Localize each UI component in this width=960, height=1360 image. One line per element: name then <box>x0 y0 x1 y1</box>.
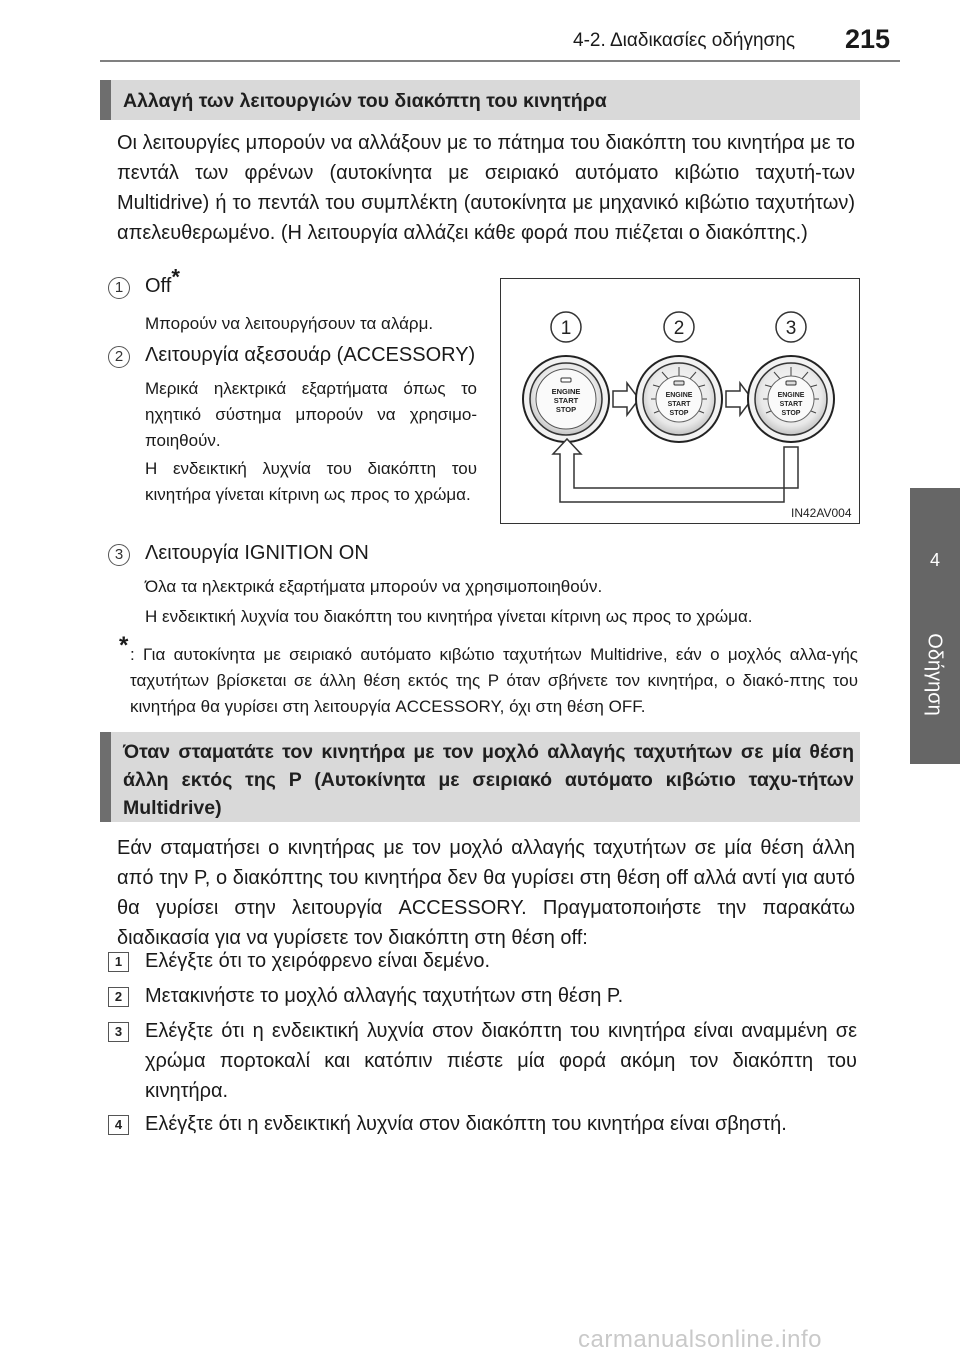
item-2-title: Λειτουργία αξεσουάρ (ACCESSORY) <box>145 344 476 366</box>
step-4-text: Ελέγξτε ότι η ενδεικτική λυχνία στον διακόπτη του κινητήρα είναι σβηστή. <box>145 1113 787 1135</box>
item-1-asterisk: * <box>171 264 180 290</box>
svg-text:ENGINE: ENGINE <box>665 392 693 399</box>
svg-text:STOP: STOP <box>781 410 801 417</box>
step-2-text: Μετακινήστε το μοχλό αλλαγής ταχυτήτων στη θέση P. <box>145 985 624 1007</box>
footnote-asterisk: * <box>119 632 129 659</box>
engine-button-off <box>523 356 609 442</box>
chapter-side-tab <box>910 488 960 764</box>
running-header-section: 4-2. Διαδικασίες οδήγησης <box>573 30 795 51</box>
engine-button-accessory <box>636 356 722 442</box>
engine-switch-figure <box>500 278 860 524</box>
chapter-label: Οδήγηση <box>923 633 946 716</box>
item-3-desc-2: Η ενδεικτική λυχνία του διακόπτη του κινητήρα γίνεται κίτρινη ως προς το χρώμα. <box>145 607 753 626</box>
step-number-4: 4 <box>108 1115 129 1135</box>
item-2-desc-2: Η ενδεικτική λυχνία του διακόπτη του κινητήρα γίνεται κίτρινη ως προς το χρώμα. <box>145 459 477 504</box>
figure-label-2 <box>664 312 694 342</box>
svg-text:ENGINE: ENGINE <box>777 392 805 399</box>
svg-text:START: START <box>667 401 691 408</box>
svg-text:ENGINE: ENGINE <box>551 387 581 396</box>
svg-text:START: START <box>553 396 579 405</box>
step-number-2: 2 <box>108 987 129 1007</box>
header-rule <box>100 60 900 62</box>
section-heading-stop-engine: Όταν σταματάτε τον κινητήρα με τον μοχλό αλλαγής ταχυτήτων σε μία θέση άλλη εκτός της P (Αυτοκίνητα με σειριακό αυτόματο κιβώτιο ταχυ-τήτων Multidrive) <box>100 732 860 822</box>
page-number: 215 <box>844 24 890 54</box>
item-1-title-text: Off <box>145 275 172 297</box>
svg-text:STOP: STOP <box>669 410 689 417</box>
item-number-3: 3 <box>108 544 130 566</box>
section2-intro: Εάν σταματήσει ο κινητήρας με τον μοχλό αλλαγής ταχυτήτων σε μία θέση άλλη από την P, ο διακόπτης του κινητήρα δεν θα γυρίσει στη θέση off αλλά αντί για αυτό θα γυρίσει στην λειτουργία ACCESSORY. Πραγματοποιήστε την παρακάτω διαδικασία για να γυρίσετε τον διακόπτη στη θέση off: <box>117 837 855 949</box>
watermark: carmanualsonline.info <box>578 1326 822 1353</box>
engine-button-ignition-on <box>748 356 834 442</box>
item-1-title <box>145 264 485 301</box>
item-2-desc-1: Μερικά ηλεκτρικά εξαρτήματα όπως το ηχητικό σύστημα μπορούν να χρησιμο-ποιηθούν. <box>145 379 477 450</box>
svg-text:3: 3 <box>785 318 797 339</box>
chapter-label-container <box>924 598 946 748</box>
figure-code: IN42AV004 <box>791 506 852 520</box>
item-3-desc-1: Όλα τα ηλεκτρικά εξαρτήματα μπορούν να χρησιμοποιηθούν. <box>145 577 603 596</box>
step-3-text: Ελέγξτε ότι η ενδεικτική λυχνία στον διακόπτη του κινητήρα είναι αναμμένη σε χρώμα πορτοκαλί και κατόπιν πιέστε μία φορά ακόμη τον διακόπτη του κινητήρα. <box>145 1020 857 1102</box>
engine-switch-diagram <box>501 279 858 522</box>
svg-text:START: START <box>779 401 803 408</box>
figure-label-1 <box>551 312 581 342</box>
item-number-2: 2 <box>108 346 130 368</box>
figure-label-3 <box>776 312 806 342</box>
item-3-title: Λειτουργία IGNITION ON <box>145 542 369 564</box>
item-1-desc-1: Μπορούν να λειτουργήσουν τα αλάρμ. <box>145 314 434 333</box>
svg-text:STOP: STOP <box>555 405 577 414</box>
arrow-return <box>553 439 798 502</box>
step-number-3: 3 <box>108 1022 129 1042</box>
step-number-1: 1 <box>108 952 129 972</box>
section-heading-mode-change: Αλλαγή των λειτουργιών του διακόπτη του κινητήρα <box>100 80 860 120</box>
item-number-1: 1 <box>108 277 130 299</box>
svg-text:1: 1 <box>560 318 572 339</box>
svg-text:2: 2 <box>673 318 685 339</box>
step-1-text: Ελέγξτε ότι το χειρόφρενο είναι δεμένο. <box>145 950 491 972</box>
chapter-number: 4 <box>929 550 940 570</box>
footnote-text: : Για αυτοκίνητα με σειριακό αυτόματο κιβώτιο ταχυτήτων Multidrive, εάν ο μοχλός αλλα-γής ταχυτήτων βρίσκεται σε άλλη θέση εκτός της P όταν σβήνετε τον κινητήρα, ο διακό-πτης του κινητήρα θα γυρίσει στη λειτουργία ACCESSORY, όχι στη θέση OFF. <box>130 645 858 716</box>
section1-intro: Οι λειτουργίες μπορούν να αλλάξουν με το πάτημα του διακόπτη του κινητήρα με το πεντάλ των φρένων (αυτοκίνητα με σειριακό αυτόματο κιβώτιο ταχυτή-των Multidrive) ή το πεντάλ του συμπλέκτη (αυτοκίνητα με μηχανικό κιβώτιο ταχυτήτων) απελευθερωμένο. (Η λειτουργία αλλάζει κάθε φορά που πιέζεται ο διακόπτης.) <box>117 132 855 244</box>
